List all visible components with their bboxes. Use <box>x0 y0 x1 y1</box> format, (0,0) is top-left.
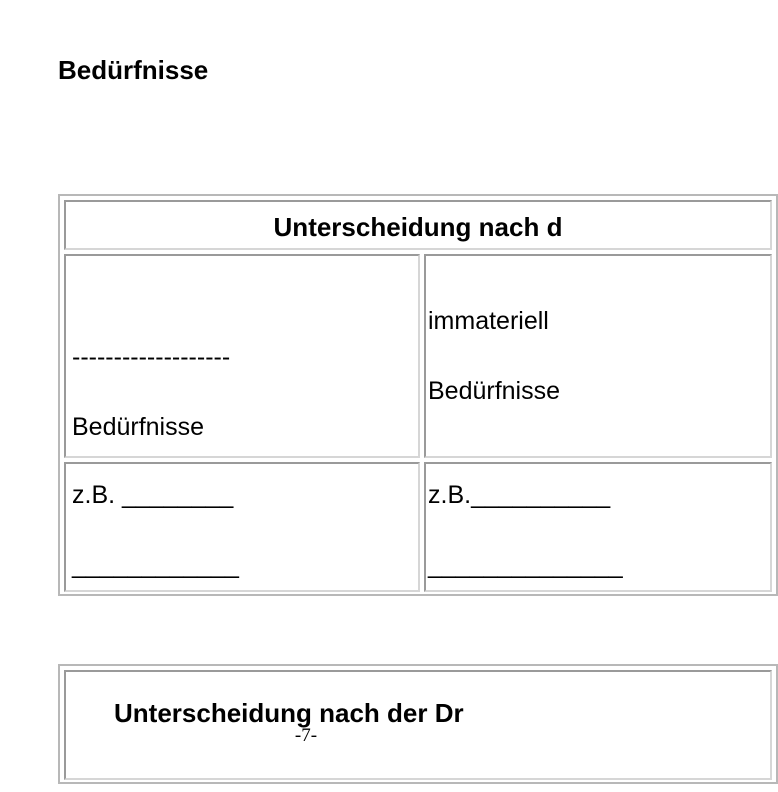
page-title: Bedürfnisse <box>58 55 209 85</box>
table-header: Unterscheidung nach d <box>64 200 772 250</box>
table-cell-immaterial <box>424 254 772 458</box>
cell-label: Bedürfnisse <box>428 377 561 405</box>
example-blank: z.B. ________ <box>72 481 234 509</box>
cell-label: immateriell <box>428 307 549 335</box>
fill-in-blank: ------------------- <box>72 343 231 371</box>
table-cell-example-immaterial <box>424 462 772 592</box>
page-number: -7- <box>294 725 318 746</box>
table-header-text: Unterscheidung nach der Dr <box>114 698 464 728</box>
cell-label: Bedürfnisse <box>72 413 205 441</box>
table-cell-material <box>64 254 420 458</box>
example-blank: z.B.__________ <box>428 481 611 509</box>
example-blank: ____________ <box>72 551 239 579</box>
table-cell-example-material <box>64 462 420 592</box>
example-blank: ______________ <box>428 551 623 579</box>
needs-table-material <box>58 194 778 596</box>
